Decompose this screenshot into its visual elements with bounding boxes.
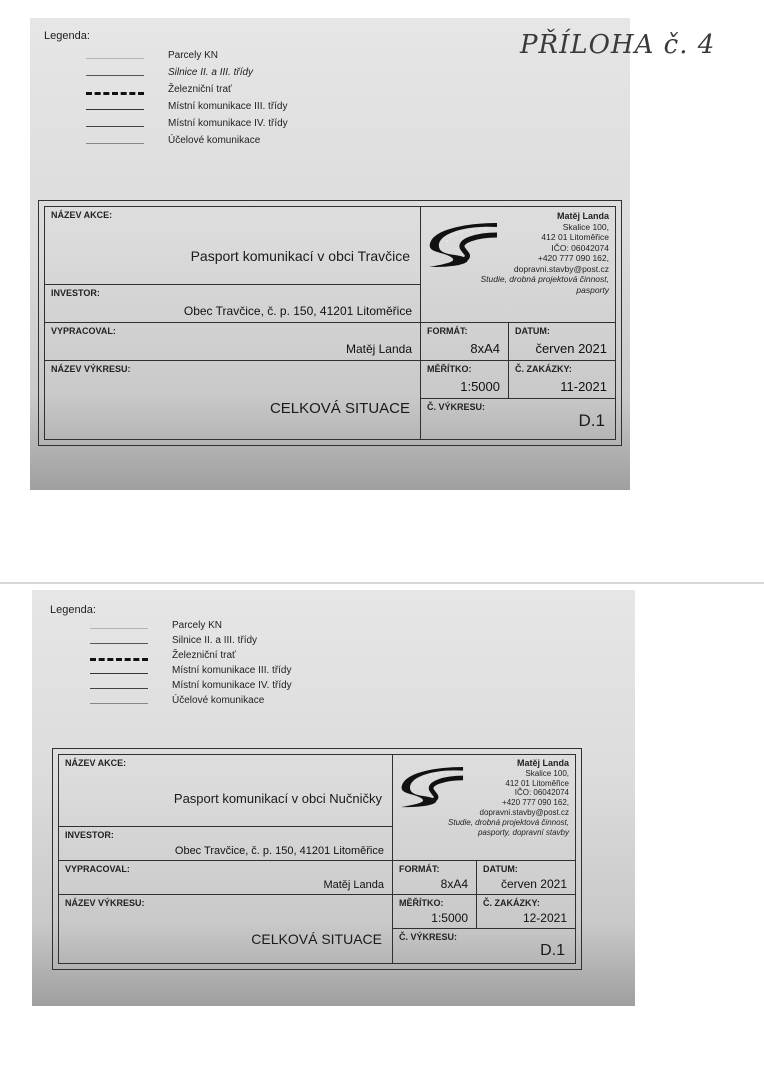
company-services1: Studie, drobná projektová činnost,: [448, 817, 569, 827]
legend-item-mk4: [86, 118, 346, 134]
legend-line-zeleznice: [90, 658, 148, 661]
cell-zakazka: [477, 895, 575, 929]
zakazka-label: Č. ZAKÁZKY:: [483, 898, 540, 908]
legend-label: Místní komunikace III. třídy: [168, 101, 288, 112]
legend-item-parcely-kn: [90, 620, 350, 636]
meritko-value: 1:5000: [431, 911, 468, 925]
cell-format: [421, 323, 509, 361]
cell-investor: [45, 285, 421, 323]
datum-value: červen 2021: [535, 341, 607, 356]
company-ico: IČO: 06042074: [551, 242, 609, 253]
legend-label: Místní komunikace IV. třídy: [172, 680, 292, 691]
vykres-value: D.1: [578, 411, 605, 430]
legend-item-parcely-kn: [86, 50, 346, 66]
cell-investor: [59, 827, 393, 861]
company-services2: pasporty: [576, 284, 609, 295]
datum-label: DATUM:: [515, 326, 550, 336]
legend-item-silnice: [86, 67, 346, 83]
vykres-label: Č. VÝKRESU:: [399, 932, 458, 942]
legend-title: Legenda:: [44, 30, 90, 42]
legend-line-parcely-kn: [90, 628, 148, 629]
page-seam: [0, 582, 764, 584]
investor-label: INVESTOR:: [51, 288, 100, 298]
nazev-akce-value: Pasport komunikací v obci Travčice: [190, 248, 410, 264]
cell-zakazka: [509, 361, 615, 399]
zakazka-value: 11-2021: [560, 379, 607, 394]
nazev-vykresu-label: NÁZEV VÝKRESU:: [65, 898, 145, 908]
vykres-label: Č. VÝKRESU:: [427, 402, 486, 412]
legend-label: Účelové komunikace: [172, 695, 265, 706]
company-ico: IČO: 06042074: [514, 788, 569, 798]
legend-line-mk4: [90, 688, 148, 689]
legend-title: Legenda:: [50, 604, 96, 616]
legend-line-silnice: [86, 75, 144, 76]
cell-company: [421, 207, 615, 323]
company-email: dopravni.stavby@post.cz: [513, 263, 609, 274]
nazev-akce-value: Pasport komunikací v obci Nučničky: [173, 791, 382, 806]
company-services2: pasporty, dopravní stavby: [477, 827, 569, 837]
cell-meritko: [393, 895, 477, 929]
legend-item-mk3: [86, 101, 346, 117]
legend-item-zeleznice: [90, 650, 350, 666]
company-info: [448, 759, 569, 837]
company-address1: Skalice 100,: [562, 221, 609, 232]
legend-item-zeleznice: [86, 84, 346, 100]
legend-label: Železniční trať: [168, 84, 232, 95]
vypracoval-label: VYPRACOVAL:: [65, 864, 130, 874]
company-info: [480, 211, 609, 295]
legend-line-ucelove: [86, 143, 144, 144]
legend-label: Místní komunikace III. třídy: [172, 665, 292, 676]
drawing-sheet-1: [30, 18, 630, 490]
nazev-akce-label: NÁZEV AKCE:: [51, 210, 113, 220]
legend-line-mk3: [86, 109, 144, 110]
legend-label: Účelové komunikace: [168, 135, 261, 146]
legend-item-ucelove: [90, 695, 350, 711]
legend-item-mk4: [90, 680, 350, 696]
title-block-inner: [58, 754, 576, 964]
meritko-value: 1:5000: [460, 379, 500, 394]
vypracoval-value: Matěj Landa: [345, 342, 412, 356]
legend-label: Parcely KN: [172, 620, 223, 631]
drawing-sheet-2: [32, 590, 635, 1006]
company-name: Matěj Landa: [516, 758, 569, 768]
company-phone: +420 777 090 162,: [537, 253, 609, 263]
cell-nazev-vykresu: [59, 895, 393, 963]
legend-item-silnice: [90, 635, 350, 651]
legend-line-silnice: [90, 643, 148, 644]
cell-vykres: [421, 399, 615, 439]
title-block: [38, 200, 622, 446]
vykres-value: D.1: [540, 942, 565, 959]
nazev-akce-label: NÁZEV AKCE:: [65, 758, 127, 768]
cell-meritko: [421, 361, 509, 399]
zakazka-value: 12-2021: [522, 911, 567, 925]
investor-value: Obec Travčice, č. p. 150, 41201 Litoměřice: [174, 845, 384, 857]
cell-vypracoval: [59, 861, 393, 895]
company-name: Matěj Landa: [556, 211, 609, 221]
datum-label: DATUM:: [483, 864, 518, 874]
nazev-vykresu-label: NÁZEV VÝKRESU:: [51, 364, 131, 374]
legend-label: Silnice II. a III. třídy: [172, 635, 258, 646]
cell-vykres: [393, 929, 575, 963]
company-phone: +420 777 090 162,: [502, 798, 569, 808]
legend-item-mk3: [90, 665, 350, 681]
legend-label: Železniční trať: [172, 650, 236, 661]
legend-label: Parcely KN: [168, 50, 219, 61]
meritko-label: MĚŘÍTKO:: [427, 364, 472, 374]
legend-line-ucelove: [90, 703, 148, 704]
company-email: dopravni.stavby@post.cz: [479, 807, 569, 817]
legend-line-parcely-kn: [86, 58, 144, 59]
title-block-inner: [44, 206, 616, 440]
legend-line-mk3: [90, 673, 148, 674]
cell-datum: [477, 861, 575, 895]
cell-format: [393, 861, 477, 895]
investor-value: Obec Travčice, č. p. 150, 41201 Litoměřice: [183, 304, 412, 318]
cell-nazev-akce: [45, 207, 421, 285]
cell-datum: [509, 323, 615, 361]
legend-line-zeleznice: [86, 92, 144, 95]
title-block: [52, 748, 582, 970]
cell-nazev-vykresu: [45, 361, 421, 439]
cell-nazev-akce: [59, 755, 393, 827]
cell-vypracoval: [45, 323, 421, 361]
nazev-vykresu-value: CELKOVÁ SITUACE: [269, 400, 410, 417]
company-address2: 412 01 Litoměřice: [541, 232, 609, 242]
company-address2: 412 01 Litoměřice: [505, 778, 569, 788]
format-label: FORMÁT:: [427, 326, 468, 336]
format-label: FORMÁT:: [399, 864, 440, 874]
vypracoval-label: VYPRACOVAL:: [51, 326, 116, 336]
format-value: 8xA4: [440, 877, 468, 891]
legend-item-ucelove: [86, 135, 346, 151]
meritko-label: MĚŘÍTKO:: [399, 898, 444, 908]
company-services1: Studie, drobná projektová činnost,: [480, 274, 609, 284]
investor-label: INVESTOR:: [65, 830, 114, 840]
legend-label: Místní komunikace IV. třídy: [168, 118, 288, 129]
cell-company: [393, 755, 575, 861]
nazev-vykresu-value: CELKOVÁ SITUACE: [251, 931, 382, 947]
zakazka-label: Č. ZAKÁZKY:: [515, 364, 572, 374]
company-address1: Skalice 100,: [525, 768, 569, 778]
format-value: 8xA4: [470, 341, 500, 356]
vypracoval-value: Matěj Landa: [323, 879, 384, 891]
handwritten-note: PŘÍLOHA č. 4: [520, 30, 716, 60]
legend-line-mk4: [86, 126, 144, 127]
legend-label: Silnice II. a III. třídy: [168, 67, 254, 78]
datum-value: červen 2021: [500, 877, 567, 891]
